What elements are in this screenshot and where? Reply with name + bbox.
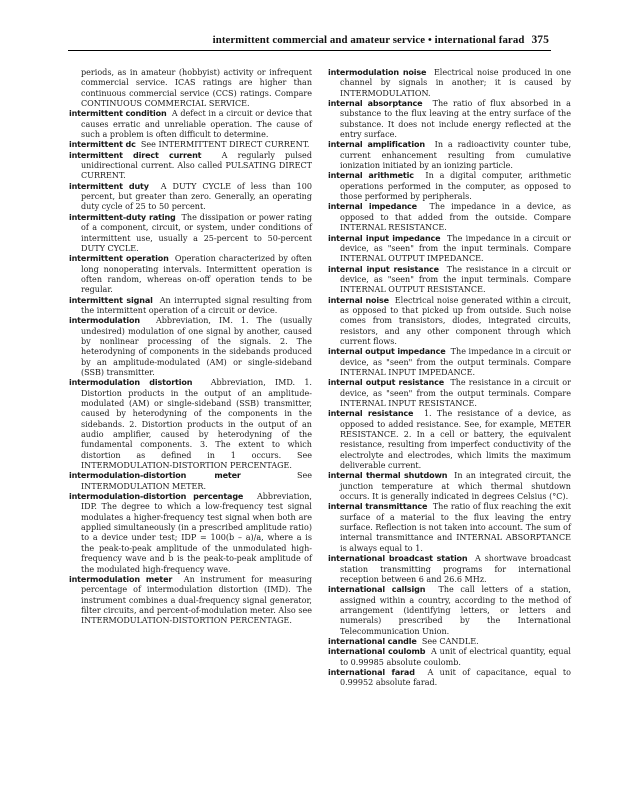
glossary-entry xyxy=(69,492,312,575)
entry-definition: The impedance in a device, as opposed to that added from the outside. Compare INTERNAL RESISTANCE. xyxy=(340,202,571,233)
glossary-entry xyxy=(328,502,571,554)
glossary-entry xyxy=(328,647,571,668)
glossary-entry xyxy=(69,575,312,627)
entry-definition: The call letters of a station, assigned within a country, according to the method of arrangement (identifying letters, or letters and numerals) prescribed by the International Telecommunication Union. xyxy=(340,585,571,636)
glossary-entry xyxy=(328,409,571,471)
entry-definition: In an integrated circuit, the junction temperature at which thermal shutdown occurs. It is generally indicated in degrees Celsius (°C). xyxy=(340,471,571,502)
entry-term: internal output resistance xyxy=(328,378,445,388)
page-number: 375 xyxy=(531,34,549,46)
entry-term: internal arithmetic xyxy=(328,171,414,181)
glossary-entry xyxy=(328,202,571,233)
entry-definition: The resistance in a circuit or device, as "seen" from the output terminals. Compare INTERNAL INPUT RESISTANCE. xyxy=(340,378,571,408)
entry-definition: A unit of electrical quantity, equal to 0.99985 absolute coulomb. xyxy=(340,647,571,667)
glossary-entry xyxy=(69,151,312,182)
glossary-entry xyxy=(69,140,312,150)
entry-term: intermittent operation xyxy=(69,254,169,264)
glossary-entry xyxy=(328,637,571,647)
glossary-entry xyxy=(328,471,571,502)
glossary-entry xyxy=(69,254,312,295)
entry-term: intermodulation xyxy=(69,316,140,326)
entry-definition: The impedance in a circuit or device, as "seen" from the output terminals. Compare INTERNAL INPUT IMPEDANCE. xyxy=(340,347,571,377)
glossary-entry xyxy=(69,182,312,213)
glossary-entry xyxy=(328,171,571,202)
entry-term: internal absorptance xyxy=(328,99,423,109)
entry-term: intermodulation-distortion meter xyxy=(69,471,241,481)
glossary-entry xyxy=(69,296,312,317)
entry-term: international callsign xyxy=(328,585,426,595)
glossary-entry xyxy=(328,668,571,689)
glossary-entry xyxy=(69,378,312,471)
glossary-entry xyxy=(328,585,571,637)
glossary-entry xyxy=(69,316,312,378)
entry-definition: The dissipation or power rating of a component, circuit, or system, under conditions of intermittent use, usually a 25-percent to 50-percent DUTY CYCLE. xyxy=(81,212,312,253)
entry-definition: See INTERMITTENT DIRECT CURRENT. xyxy=(140,140,310,150)
entry-term: internal thermal shutdown xyxy=(328,471,448,481)
glossary-entry xyxy=(69,213,312,254)
entry-definition: A shortwave broadcast station transmitting programs for international reception between 6 and 26.6 MHz. xyxy=(340,554,572,584)
entry-term: internal resistance xyxy=(328,409,414,419)
entry-definition: Operation characterized by often long nonoperating intervals. Intermittent operation is often random, whereas on-off operation tends to be regular. xyxy=(81,254,312,295)
entry-definition: Abbreviation, IMD. 1. Distortion products in the output of an amplitude-modulated (AM) or single-sideband (SSB) transmitter, caused by heterodyning of the components in the sidebands. 2. Distortion products in the output of an audio amplifier, caused by heterodyning of the fundamental components. 3. The extent to which distortion as defined in 1 occurs. See INTERMODULATION-DISTORTION PERCENTAGE. xyxy=(81,378,312,471)
entry-definition: The impedance in a circuit or device, as "seen" from the input terminals. Compare INTERNAL OUTPUT IMPEDANCE. xyxy=(340,233,571,264)
entry-definition: Abbreviation, IM. 1. The (usually undesired) modulation of one signal by another, caused by nonlinear processing of the signals. 2. The heterodyning of components in the sidebands produced by an amplitude-modulated (AM) or single-sideband (SSB) transmitter. xyxy=(81,316,312,377)
glossary-entry xyxy=(328,378,571,409)
entry-definition: In a radioactivity counter tube, current enhancement resulting from cumulative ionization initiated by an ionizing particle. xyxy=(340,140,572,171)
entry-term: international candle xyxy=(328,636,417,646)
entry-term: internal impedance xyxy=(328,202,417,212)
entry-definition: An interrupted signal resulting from the intermittent operation of a circuit or device. xyxy=(81,295,312,315)
entry-term: intermodulation meter xyxy=(69,574,173,584)
entry-term: internal transmittance xyxy=(328,502,428,512)
entry-continuation: periods, as in amateur (hobbyist) activity or infrequent commercial service. ICAS ratings are higher than continuous commercial service (CCS) ratings. Compare CONTINUOUS COMMERCIAL SERVICE. xyxy=(81,68,312,109)
entry-term: internal output impedance xyxy=(328,347,446,357)
glossary-entry xyxy=(328,234,571,265)
entry-term: internal input impedance xyxy=(328,233,441,243)
entry-definition: The ratio of flux reaching the exit surface of a material to the flux leaving the entry surface. Reflection is not taken into account. The sum of internal transmittance and INTERNAL ABSORPTANCE is always equal to 1. xyxy=(340,502,571,553)
header-rule xyxy=(68,50,551,51)
glossary-entry xyxy=(69,471,312,492)
entry-term: intermittent direct current xyxy=(69,150,202,160)
entry-definition: See CANDLE. xyxy=(421,636,479,646)
entry-term: intermittent-duty rating xyxy=(69,212,176,222)
entry-definition: Electrical noise produced in one channel by signals in another; it is caused by INTERMODULATION. xyxy=(340,68,571,98)
entry-term: intermittent dc xyxy=(69,140,136,150)
entry-definition: The resistance in a circuit or device, as "seen" from the input terminals. Compare INTERNAL OUTPUT RESISTANCE. xyxy=(340,264,571,295)
glossary-entry xyxy=(328,99,571,140)
entry-term: international broadcast station xyxy=(328,554,468,564)
entry-definition: 1. The resistance of a device, as opposed to added resistance. See, for example, METER RESISTANCE. 2. In a cell or battery, the equivalent resistance, resulting from imperfect conductivity of the electrolyte and electrodes, which limits the maximum deliverable current. xyxy=(340,409,571,471)
entry-definition: A regularly pulsed unidirectional current. Also called PULSATING DIRECT CURRENT. xyxy=(81,150,312,181)
entry-term: internal amplification xyxy=(328,140,425,150)
running-head-text: intermittent commercial and amateur service • international farad xyxy=(212,34,525,46)
entry-definition: The ratio of flux absorbed in a substance to the flux leaving at the entry surface of the substance. It does not include energy reflected at the entry surface. xyxy=(340,99,571,140)
entry-definition: A DUTY CYCLE of less than 100 percent, but greater than zero. Generally, an operating duty cycle of 25 to 50 percent. xyxy=(81,181,312,212)
entry-term: intermittent duty xyxy=(69,181,149,191)
entry-term: intermodulation noise xyxy=(328,68,427,77)
entry-definition: Electrical noise generated within a circuit, as opposed to that picked up from outside. Such noise comes from transistors, diodes, integrated circuits, resistors, and any other component through which current flows. xyxy=(340,295,572,346)
entry-definition: A defect in a circuit or device that causes erratic and unreliable operation. The cause of such a problem is often difficult to determine. xyxy=(81,109,312,140)
glossary-entry xyxy=(69,109,312,140)
entry-term: intermittent condition xyxy=(69,109,167,119)
entry-term: intermodulation-distortion percentage xyxy=(69,492,244,502)
entry-term: international farad xyxy=(328,667,415,677)
glossary-entry xyxy=(328,347,571,378)
entry-definition: An instrument for measuring percentage of intermodulation distortion (IMD). The instrument combines a dual-frequency signal generator, filter circuits, and percent-of-modulation meter. Also see INTERMODULATION-DISTORTION PERCENTAGE. xyxy=(81,574,312,626)
entry-term: internal noise xyxy=(328,295,389,305)
right-column xyxy=(328,68,571,689)
running-head xyxy=(213,34,549,46)
entry-definition: Abbreviation, IDP. The degree to which a low-frequency test signal modulates a higher-frequency test signal when both are applied simultaneously (in a prescribed amplitude ratio) to a device under test; IDP = 100(b – a)/a, where a is the peak-to-peak amplitude of the unmodulated high-frequency wave and b is the peak-to-peak amplitude of the modulated high-frequency wave. xyxy=(81,492,312,574)
glossary-entry xyxy=(328,296,571,348)
left-column xyxy=(69,68,312,627)
entry-definition: A unit of capacitance, equal to 0.99952 absolute farad. xyxy=(340,667,571,688)
glossary-entry xyxy=(328,140,571,171)
entry-term: internal input resistance xyxy=(328,264,439,274)
glossary-entry xyxy=(328,554,571,585)
entry-definition: See INTERMODULATION METER. xyxy=(81,471,312,491)
glossary-entry xyxy=(328,265,571,296)
entry-term: intermodulation distortion xyxy=(69,378,193,388)
glossary-entry xyxy=(69,68,312,109)
entry-definition: In a digital computer, arithmetic operations performed in the computer, as opposed to those performed by peripherals. xyxy=(340,171,571,202)
glossary-entry xyxy=(328,68,571,99)
entry-term: international coulomb xyxy=(328,647,426,657)
entry-term: intermittent signal xyxy=(69,295,153,305)
